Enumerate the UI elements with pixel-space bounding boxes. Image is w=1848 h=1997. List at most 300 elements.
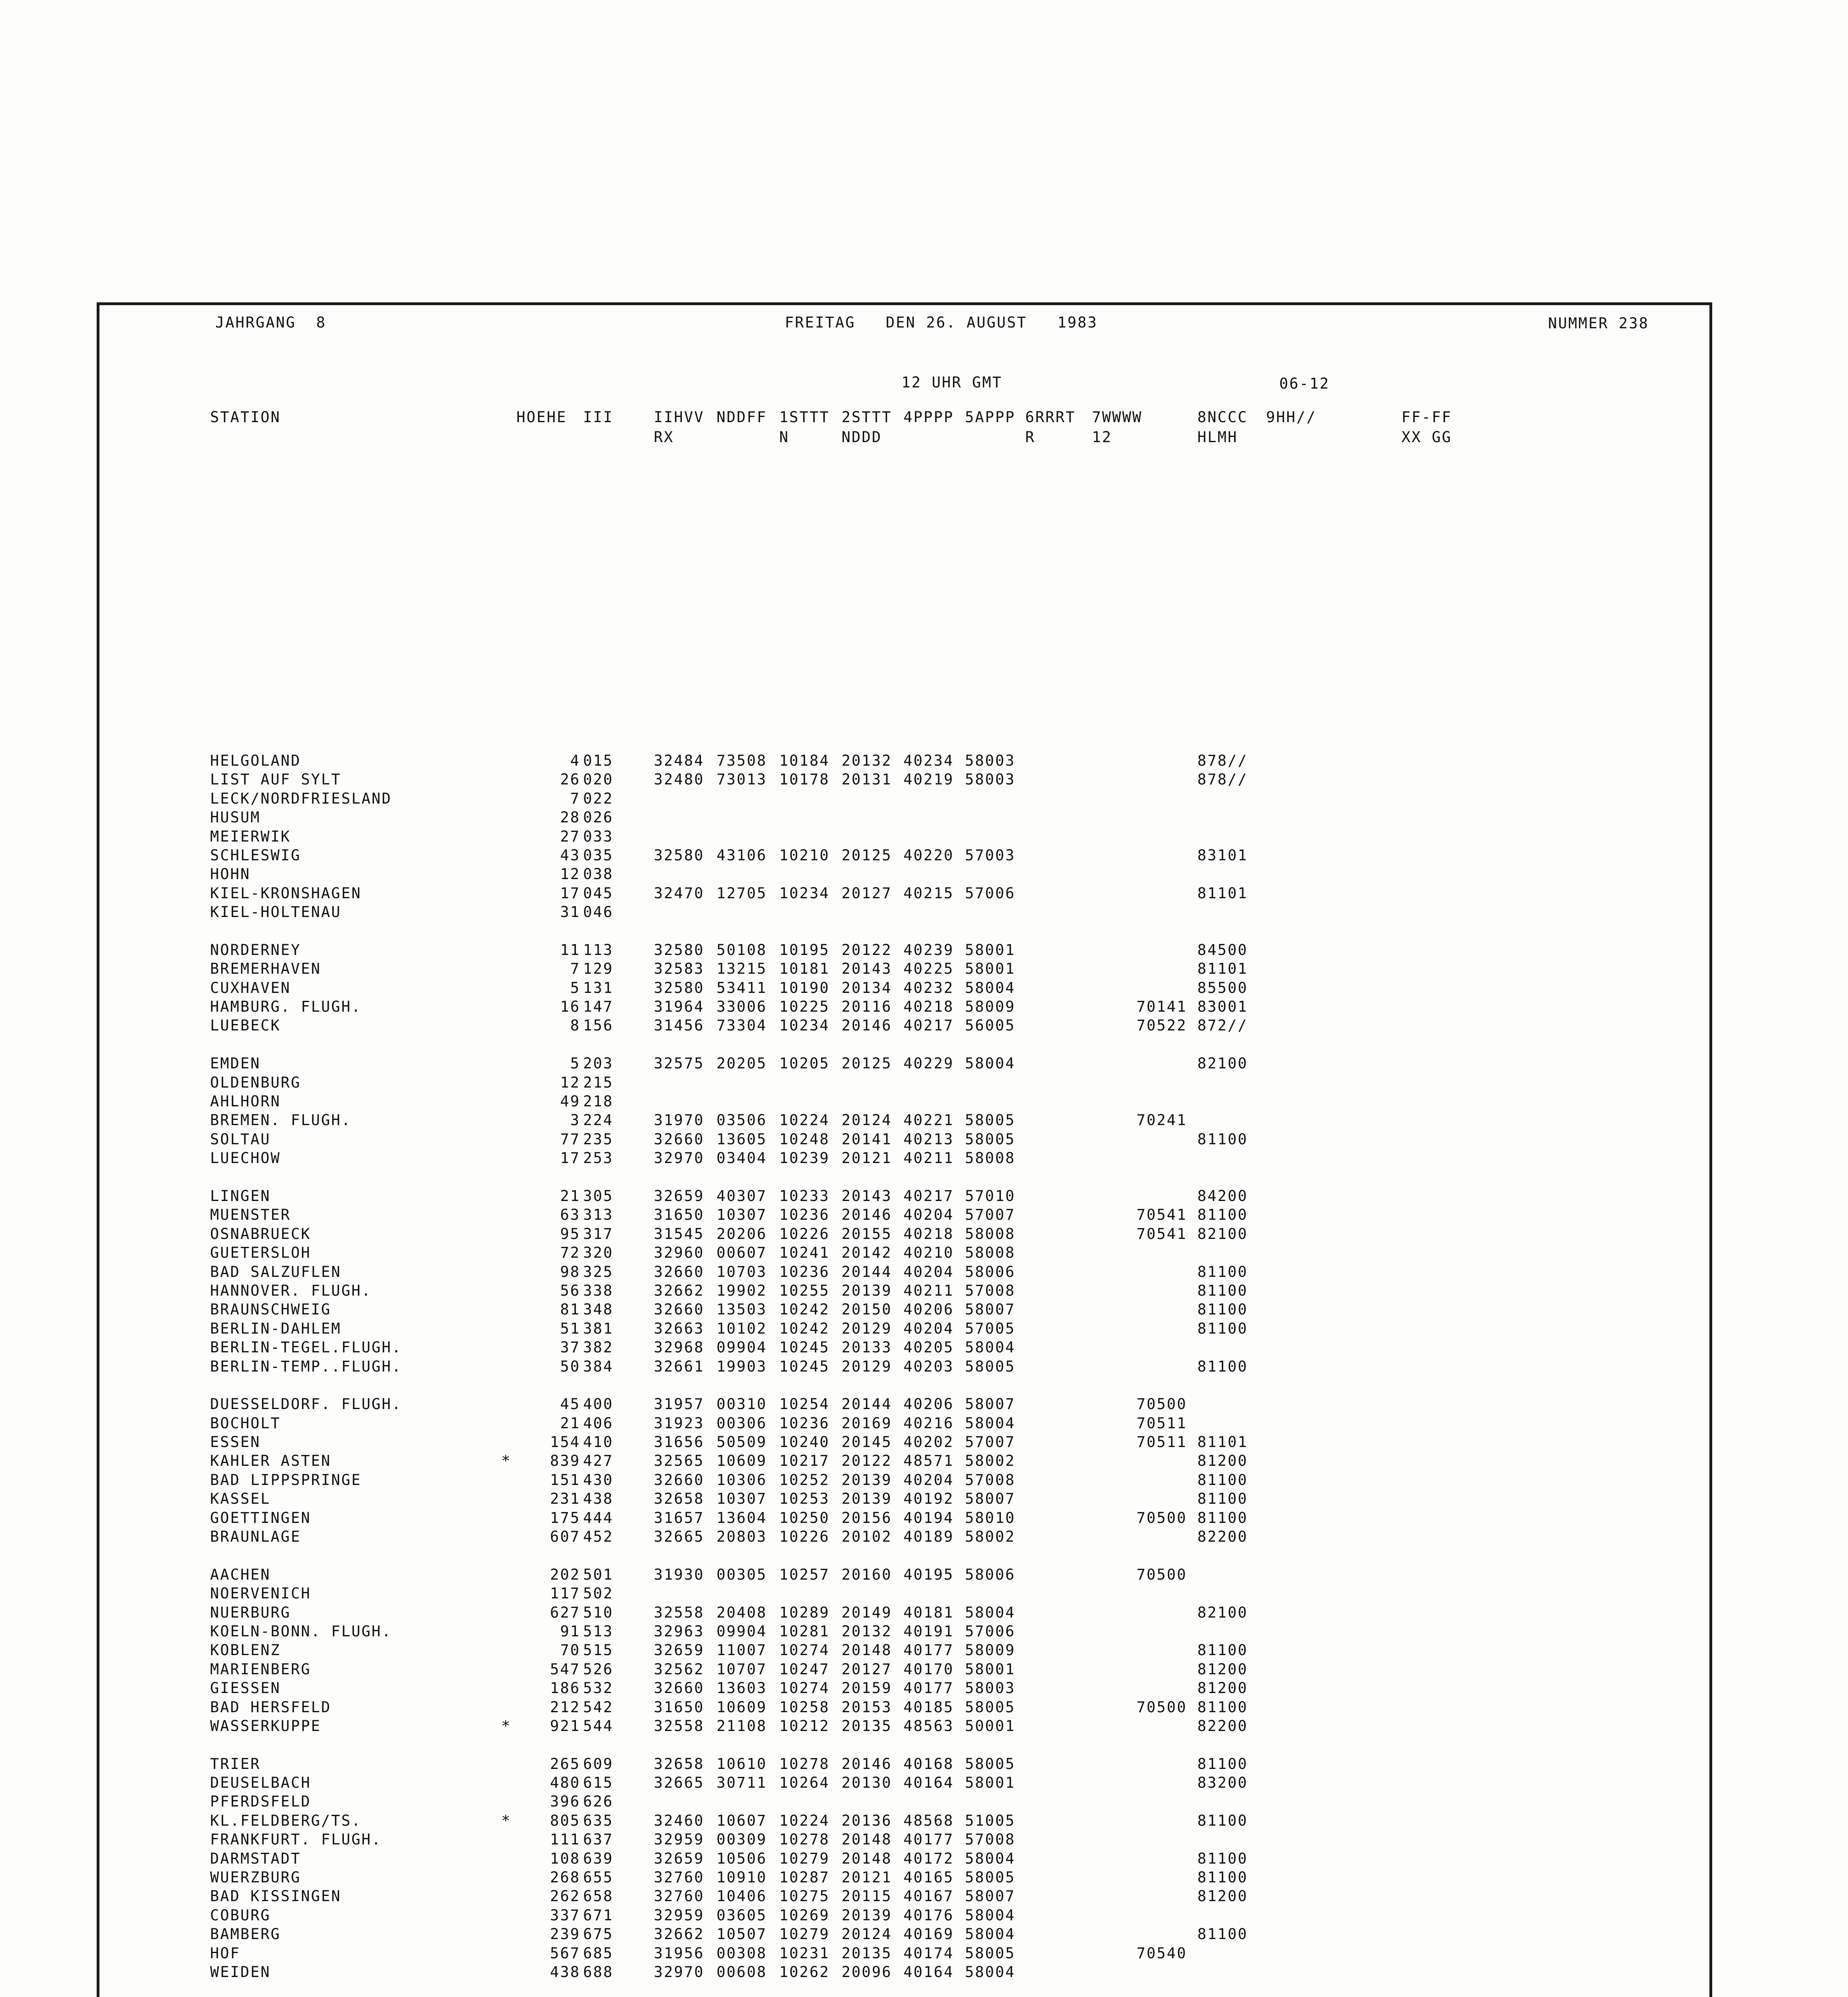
group-7wwww: 70511 — [1136, 1414, 1187, 1432]
group-1sttt: 10236 — [779, 1263, 830, 1280]
group-2sttt: 20129 — [842, 1320, 892, 1337]
group-1sttt: 10254 — [779, 1396, 830, 1413]
station-name: DEUSELBACH — [210, 1774, 311, 1792]
group-5appp: 58004 — [965, 1926, 1016, 1943]
group-iihvv: 32575 — [654, 1055, 705, 1072]
group-1sttt: 10262 — [779, 1963, 830, 1981]
station-name: LECK/NORDFRIESLAND — [210, 790, 392, 807]
table-row — [99, 1641, 1709, 1660]
station-id: 045 — [583, 884, 613, 902]
elevation: 212 — [550, 1698, 580, 1716]
table-row — [99, 1092, 1709, 1111]
group-7wwww: 70522 — [1136, 1017, 1187, 1034]
table-row — [99, 1300, 1709, 1319]
table-row — [99, 1471, 1709, 1489]
table-row — [99, 808, 1709, 827]
group-2sttt: 20142 — [842, 1244, 892, 1262]
station-name: BERLIN-TEMP..FLUGH. — [210, 1358, 402, 1375]
group-4pppp: 40203 — [903, 1358, 954, 1375]
group-4pppp: 40177 — [903, 1679, 954, 1697]
station-id: 129 — [583, 960, 613, 978]
group-nddff: 33006 — [717, 998, 767, 1016]
elevation: 27 — [560, 828, 580, 845]
group-1sttt: 10195 — [779, 941, 830, 959]
group-4pppp: 40168 — [903, 1755, 954, 1773]
column-header-2-10: 12 — [1092, 429, 1112, 446]
group-8nccc: 81101 — [1197, 1433, 1248, 1451]
station-id: 131 — [583, 979, 613, 997]
group-7wwww: 70141 — [1136, 998, 1187, 1016]
station-id: 655 — [583, 1869, 613, 1886]
group-nddff: 10307 — [717, 1206, 767, 1224]
group-4pppp: 40221 — [903, 1112, 954, 1129]
group-iihvv: 32580 — [654, 941, 705, 959]
group-5appp: 57007 — [965, 1433, 1016, 1451]
group-1sttt: 10264 — [779, 1774, 830, 1792]
group-nddff: 11007 — [717, 1642, 767, 1659]
group-2sttt: 20146 — [842, 1017, 892, 1034]
group-5appp: 58008 — [965, 1225, 1016, 1243]
group-5appp: 58006 — [965, 1263, 1016, 1280]
group-nddff: 13603 — [717, 1679, 767, 1697]
station-name: ESSEN — [210, 1433, 261, 1451]
group-7wwww: 70500 — [1136, 1509, 1187, 1527]
group-nddff: 10607 — [717, 1812, 767, 1829]
group-iihvv: 32660 — [654, 1301, 705, 1318]
group-1sttt: 10274 — [779, 1642, 830, 1659]
group-1sttt: 10190 — [779, 979, 830, 997]
elevation: 45 — [560, 1396, 580, 1413]
table-row — [99, 1414, 1709, 1433]
group-4pppp: 40213 — [903, 1130, 954, 1148]
elevation: 56 — [560, 1282, 580, 1299]
station-id: 033 — [583, 828, 613, 845]
group-5appp: 58005 — [965, 1130, 1016, 1148]
group-2sttt: 20144 — [842, 1263, 892, 1280]
group-8nccc: 81100 — [1197, 1301, 1248, 1318]
group-1sttt: 10278 — [779, 1755, 830, 1773]
station-id: 382 — [583, 1339, 613, 1356]
station-id: 637 — [583, 1831, 613, 1848]
group-nddff: 00310 — [717, 1396, 767, 1413]
group-iihvv: 32959 — [654, 1906, 705, 1924]
group-nddff: 20206 — [717, 1225, 767, 1243]
group-4pppp: 40234 — [903, 752, 954, 769]
group-nddff: 13605 — [717, 1130, 767, 1148]
group-8nccc: 82100 — [1197, 1604, 1248, 1621]
group-2sttt: 20148 — [842, 1850, 892, 1867]
column-header-2-9: R — [1025, 429, 1036, 446]
group-iihvv: 32658 — [654, 1490, 705, 1508]
group-1sttt: 10247 — [779, 1660, 830, 1678]
group-1sttt: 10225 — [779, 998, 830, 1016]
group-4pppp: 40170 — [903, 1660, 954, 1678]
table-row — [99, 1660, 1709, 1679]
station-id: 544 — [583, 1717, 613, 1735]
station-name: BREMEN. FLUGH. — [210, 1112, 351, 1129]
elevation: 480 — [550, 1774, 580, 1792]
group-1sttt: 10224 — [779, 1112, 830, 1129]
table-row — [99, 789, 1709, 808]
group-2sttt: 20122 — [842, 941, 892, 959]
table-row — [99, 1792, 1709, 1811]
group-iihvv: 32665 — [654, 1774, 705, 1792]
elevation: 28 — [560, 809, 580, 826]
group-nddff: 10507 — [717, 1926, 767, 1943]
group-nddff: 20205 — [717, 1055, 767, 1072]
group-1sttt: 10178 — [779, 771, 830, 788]
station-id: 430 — [583, 1471, 613, 1489]
group-1sttt: 10242 — [779, 1301, 830, 1318]
table-row — [99, 1073, 1709, 1092]
table-row — [99, 1338, 1709, 1357]
group-4pppp: 40192 — [903, 1490, 954, 1508]
group-nddff: 10703 — [717, 1263, 767, 1280]
group-nddff: 12705 — [717, 884, 767, 902]
station-name: MEIERWIK — [210, 828, 291, 845]
group-4pppp: 40177 — [903, 1642, 954, 1659]
group-nddff: 10910 — [717, 1869, 767, 1886]
group-2sttt: 20122 — [842, 1452, 892, 1470]
column-header-1-1: HOEHE — [516, 409, 567, 426]
station-name: KIEL-KRONSHAGEN — [210, 884, 362, 902]
group-8nccc: 81100 — [1197, 1642, 1248, 1659]
table-row — [99, 1357, 1709, 1376]
group-8nccc: 82100 — [1197, 1055, 1248, 1072]
station-id: 532 — [583, 1679, 613, 1697]
group-8nccc: 81100 — [1197, 1509, 1248, 1527]
station-id: 253 — [583, 1149, 613, 1167]
station-id: 609 — [583, 1755, 613, 1773]
group-1sttt: 10275 — [779, 1888, 830, 1905]
group-nddff: 13503 — [717, 1301, 767, 1318]
table-row — [99, 1565, 1709, 1584]
table-row — [99, 1263, 1709, 1281]
group-4pppp: 40167 — [903, 1888, 954, 1905]
elevation: 805 — [550, 1812, 580, 1829]
group-iihvv: 32470 — [654, 884, 705, 902]
group-nddff: 03605 — [717, 1906, 767, 1924]
group-iihvv: 32558 — [654, 1604, 705, 1621]
group-1sttt: 10234 — [779, 1017, 830, 1034]
column-header-2-13: XX GG — [1401, 429, 1452, 446]
group-5appp: 58004 — [965, 979, 1016, 997]
station-name: GUETERSLOH — [210, 1244, 311, 1262]
group-1sttt: 10226 — [779, 1225, 830, 1243]
station-name: BRAUNLAGE — [210, 1528, 301, 1546]
station-id: 224 — [583, 1112, 613, 1129]
station-id: 038 — [583, 865, 613, 883]
group-nddff: 50509 — [717, 1433, 767, 1451]
group-2sttt: 20139 — [842, 1490, 892, 1508]
column-header-1-7: 4PPPP — [903, 409, 954, 426]
station-id: 235 — [583, 1130, 613, 1148]
group-5appp: 58004 — [965, 1906, 1016, 1924]
elevation: 43 — [560, 846, 580, 864]
group-2sttt: 20131 — [842, 771, 892, 788]
station-name: PFERDSFELD — [210, 1793, 311, 1810]
group-8nccc: 82200 — [1197, 1528, 1248, 1546]
date-label: FREITAG DEN 26. AUGUST 1983 — [785, 314, 1098, 331]
group-8nccc: 81100 — [1197, 1358, 1248, 1375]
group-8nccc: 878// — [1197, 771, 1248, 788]
station-name: HOF — [210, 1944, 240, 1962]
group-iihvv: 32959 — [654, 1831, 705, 1848]
group-iihvv: 32662 — [654, 1926, 705, 1943]
station-name: BREMERHAVEN — [210, 960, 322, 978]
group-8nccc: 872// — [1197, 1017, 1248, 1034]
station-id: 513 — [583, 1622, 613, 1640]
group-5appp: 58007 — [965, 1490, 1016, 1508]
station-id: 688 — [583, 1963, 613, 1981]
issue-number: NUMMER 238 — [1548, 315, 1649, 332]
group-5appp: 58008 — [965, 1244, 1016, 1262]
group-7wwww: 70500 — [1136, 1698, 1187, 1716]
elevation: 37 — [560, 1339, 580, 1356]
group-8nccc: 81100 — [1197, 1471, 1248, 1489]
elevation: 268 — [550, 1869, 580, 1886]
station-name: BRAUNSCHWEIG — [210, 1301, 331, 1318]
table-row — [99, 979, 1709, 997]
group-iihvv: 32662 — [654, 1282, 705, 1299]
group-5appp: 51005 — [965, 1812, 1016, 1829]
column-header-1-10: 7WWWW — [1092, 409, 1143, 426]
group-nddff: 00308 — [717, 1944, 767, 1962]
column-header-1-5: 1STTT — [779, 409, 830, 426]
table-row — [99, 865, 1709, 883]
elevation: 239 — [550, 1926, 580, 1943]
group-4pppp: 40232 — [903, 979, 954, 997]
station-id: 215 — [583, 1074, 613, 1091]
group-5appp: 58005 — [965, 1869, 1016, 1886]
group-4pppp: 40218 — [903, 1225, 954, 1243]
group-1sttt: 10236 — [779, 1206, 830, 1224]
group-iihvv: 32659 — [654, 1850, 705, 1867]
group-4pppp: 40165 — [903, 1869, 954, 1886]
table-row — [99, 1319, 1709, 1338]
group-1sttt: 10279 — [779, 1926, 830, 1943]
table-row — [99, 1016, 1709, 1035]
group-1sttt: 10234 — [779, 884, 830, 902]
report-frame — [97, 302, 1712, 1997]
group-5appp: 58005 — [965, 1944, 1016, 1962]
elevation: 396 — [550, 1793, 580, 1810]
group-4pppp: 40204 — [903, 1471, 954, 1489]
group-5appp: 58004 — [965, 1604, 1016, 1621]
elevation: 337 — [550, 1906, 580, 1924]
group-4pppp: 40220 — [903, 846, 954, 864]
group-5appp: 58001 — [965, 1660, 1016, 1678]
elevation: 95 — [560, 1225, 580, 1243]
group-2sttt: 20149 — [842, 1604, 892, 1621]
group-5appp: 57006 — [965, 884, 1016, 902]
column-header-1-11: 8NCCC — [1197, 409, 1248, 426]
group-nddff: 09904 — [717, 1339, 767, 1356]
table-row — [99, 1433, 1709, 1451]
station-name: EMDEN — [210, 1055, 261, 1072]
group-8nccc: 81100 — [1197, 1490, 1248, 1508]
elevation: 921 — [550, 1717, 580, 1735]
elevation: 12 — [560, 865, 580, 883]
column-header-1-0: STATION — [210, 409, 281, 426]
group-4pppp: 40194 — [903, 1509, 954, 1527]
table-row — [99, 1755, 1709, 1773]
group-8nccc: 84500 — [1197, 941, 1248, 959]
elevation: 49 — [560, 1093, 580, 1110]
group-2sttt: 20115 — [842, 1888, 892, 1905]
group-5appp: 57008 — [965, 1282, 1016, 1299]
group-8nccc: 81100 — [1197, 1850, 1248, 1867]
group-4pppp: 40169 — [903, 1926, 954, 1943]
group-2sttt: 20132 — [842, 1622, 892, 1640]
group-iihvv: 31545 — [654, 1225, 705, 1243]
station-id: 320 — [583, 1244, 613, 1262]
station-name: CUXHAVEN — [210, 979, 291, 997]
station-name: SCHLESWIG — [210, 846, 301, 864]
group-5appp: 58005 — [965, 1358, 1016, 1375]
station-name: NOERVENICH — [210, 1585, 311, 1602]
elevation: 7 — [570, 790, 580, 807]
station-id: 626 — [583, 1793, 613, 1810]
group-5appp: 50001 — [965, 1717, 1016, 1735]
group-2sttt: 20125 — [842, 846, 892, 864]
column-header-1-2: III — [583, 409, 613, 426]
group-4pppp: 40217 — [903, 1187, 954, 1205]
group-1sttt: 10240 — [779, 1433, 830, 1451]
group-iihvv: 32565 — [654, 1452, 705, 1470]
group-5appp: 56005 — [965, 1017, 1016, 1034]
elevation: 12 — [560, 1074, 580, 1091]
station-id: 381 — [583, 1320, 613, 1337]
elevation: 4 — [570, 752, 580, 769]
table-row — [99, 1849, 1709, 1868]
station-name: SOLTAU — [210, 1130, 271, 1148]
station-name: NUERBURG — [210, 1604, 291, 1621]
table-row — [99, 827, 1709, 846]
group-1sttt: 10226 — [779, 1528, 830, 1546]
table-row — [99, 959, 1709, 978]
group-5appp: 57005 — [965, 1320, 1016, 1337]
group-4pppp: 40211 — [903, 1149, 954, 1167]
group-iihvv: 31656 — [654, 1433, 705, 1451]
group-4pppp: 40210 — [903, 1244, 954, 1262]
group-4pppp: 40177 — [903, 1831, 954, 1848]
group-2sttt: 20150 — [842, 1301, 892, 1318]
station-name: LUECHOW — [210, 1149, 281, 1167]
group-iihvv: 32659 — [654, 1642, 705, 1659]
station-name: BAD SALZUFLEN — [210, 1263, 341, 1280]
elevation: 607 — [550, 1528, 580, 1546]
column-header-2-11: HLMH — [1197, 429, 1238, 446]
group-1sttt: 10274 — [779, 1679, 830, 1697]
table-row — [99, 1963, 1709, 1981]
group-8nccc: 84200 — [1197, 1187, 1248, 1205]
station-id: 502 — [583, 1585, 613, 1602]
group-1sttt: 10245 — [779, 1339, 830, 1356]
elevation: 108 — [550, 1850, 580, 1867]
group-5appp: 57008 — [965, 1471, 1016, 1489]
station-table — [99, 751, 1709, 1997]
group-nddff: 10707 — [717, 1660, 767, 1678]
station-id: 147 — [583, 998, 613, 1016]
group-2sttt: 20160 — [842, 1566, 892, 1583]
group-7wwww: 70500 — [1136, 1566, 1187, 1583]
elevation: 117 — [550, 1585, 580, 1602]
group-2sttt: 20102 — [842, 1528, 892, 1546]
station-name: DARMSTADT — [210, 1850, 301, 1867]
station-name: BOCHOLT — [210, 1414, 281, 1432]
table-row — [99, 1243, 1709, 1262]
table-row — [99, 1451, 1709, 1470]
group-iihvv: 32460 — [654, 1812, 705, 1829]
group-nddff: 00305 — [717, 1566, 767, 1583]
station-name: BAMBERG — [210, 1926, 281, 1943]
station-name: KAHLER ASTEN — [210, 1452, 331, 1470]
group-4pppp: 40191 — [903, 1622, 954, 1640]
group-7wwww: 70511 — [1136, 1433, 1187, 1451]
elevation: 3 — [570, 1112, 580, 1129]
station-id: 026 — [583, 809, 613, 826]
station-name: AACHEN — [210, 1566, 271, 1583]
group-1sttt: 10248 — [779, 1130, 830, 1148]
station-name: OLDENBURG — [210, 1074, 301, 1091]
group-nddff: 73304 — [717, 1017, 767, 1034]
table-row — [99, 770, 1709, 789]
group-4pppp: 40225 — [903, 960, 954, 978]
group-nddff: 19903 — [717, 1358, 767, 1375]
group-iihvv: 32970 — [654, 1963, 705, 1981]
group-4pppp: 40176 — [903, 1906, 954, 1924]
group-iihvv: 32760 — [654, 1888, 705, 1905]
group-iihvv: 32663 — [654, 1320, 705, 1337]
station-name: KIEL-HOLTENAU — [210, 903, 341, 921]
group-5appp: 58007 — [965, 1888, 1016, 1905]
group-iihvv: 32580 — [654, 979, 705, 997]
group-1sttt: 10252 — [779, 1471, 830, 1489]
group-iihvv: 32660 — [654, 1263, 705, 1280]
group-iihvv: 32963 — [654, 1622, 705, 1640]
group-iihvv: 31923 — [654, 1414, 705, 1432]
table-row — [99, 1281, 1709, 1300]
station-name: GOETTINGEN — [210, 1509, 311, 1527]
group-8nccc: 82100 — [1197, 1225, 1248, 1243]
group-nddff: 03404 — [717, 1149, 767, 1167]
station-name: LUEBECK — [210, 1017, 281, 1034]
station-id: 348 — [583, 1301, 613, 1318]
group-2sttt: 20144 — [842, 1396, 892, 1413]
group-nddff: 10306 — [717, 1471, 767, 1489]
station-name: TRIER — [210, 1755, 261, 1773]
group-nddff: 40307 — [717, 1187, 767, 1205]
elevation: 21 — [560, 1414, 580, 1432]
group-5appp: 58001 — [965, 941, 1016, 959]
group-8nccc: 85500 — [1197, 979, 1248, 997]
group-8nccc: 81200 — [1197, 1660, 1248, 1678]
group-nddff: 10406 — [717, 1888, 767, 1905]
elevation: 91 — [560, 1622, 580, 1640]
group-7wwww: 70500 — [1136, 1396, 1187, 1413]
group-5appp: 58003 — [965, 771, 1016, 788]
station-id: 685 — [583, 1944, 613, 1962]
group-8nccc: 81200 — [1197, 1452, 1248, 1470]
station-id: 526 — [583, 1660, 613, 1678]
station-name: HELGOLAND — [210, 752, 301, 769]
group-1sttt: 10289 — [779, 1604, 830, 1621]
group-5appp: 58005 — [965, 1755, 1016, 1773]
table-row — [99, 1584, 1709, 1603]
group-nddff: 00306 — [717, 1414, 767, 1432]
elevation: 231 — [550, 1490, 580, 1508]
